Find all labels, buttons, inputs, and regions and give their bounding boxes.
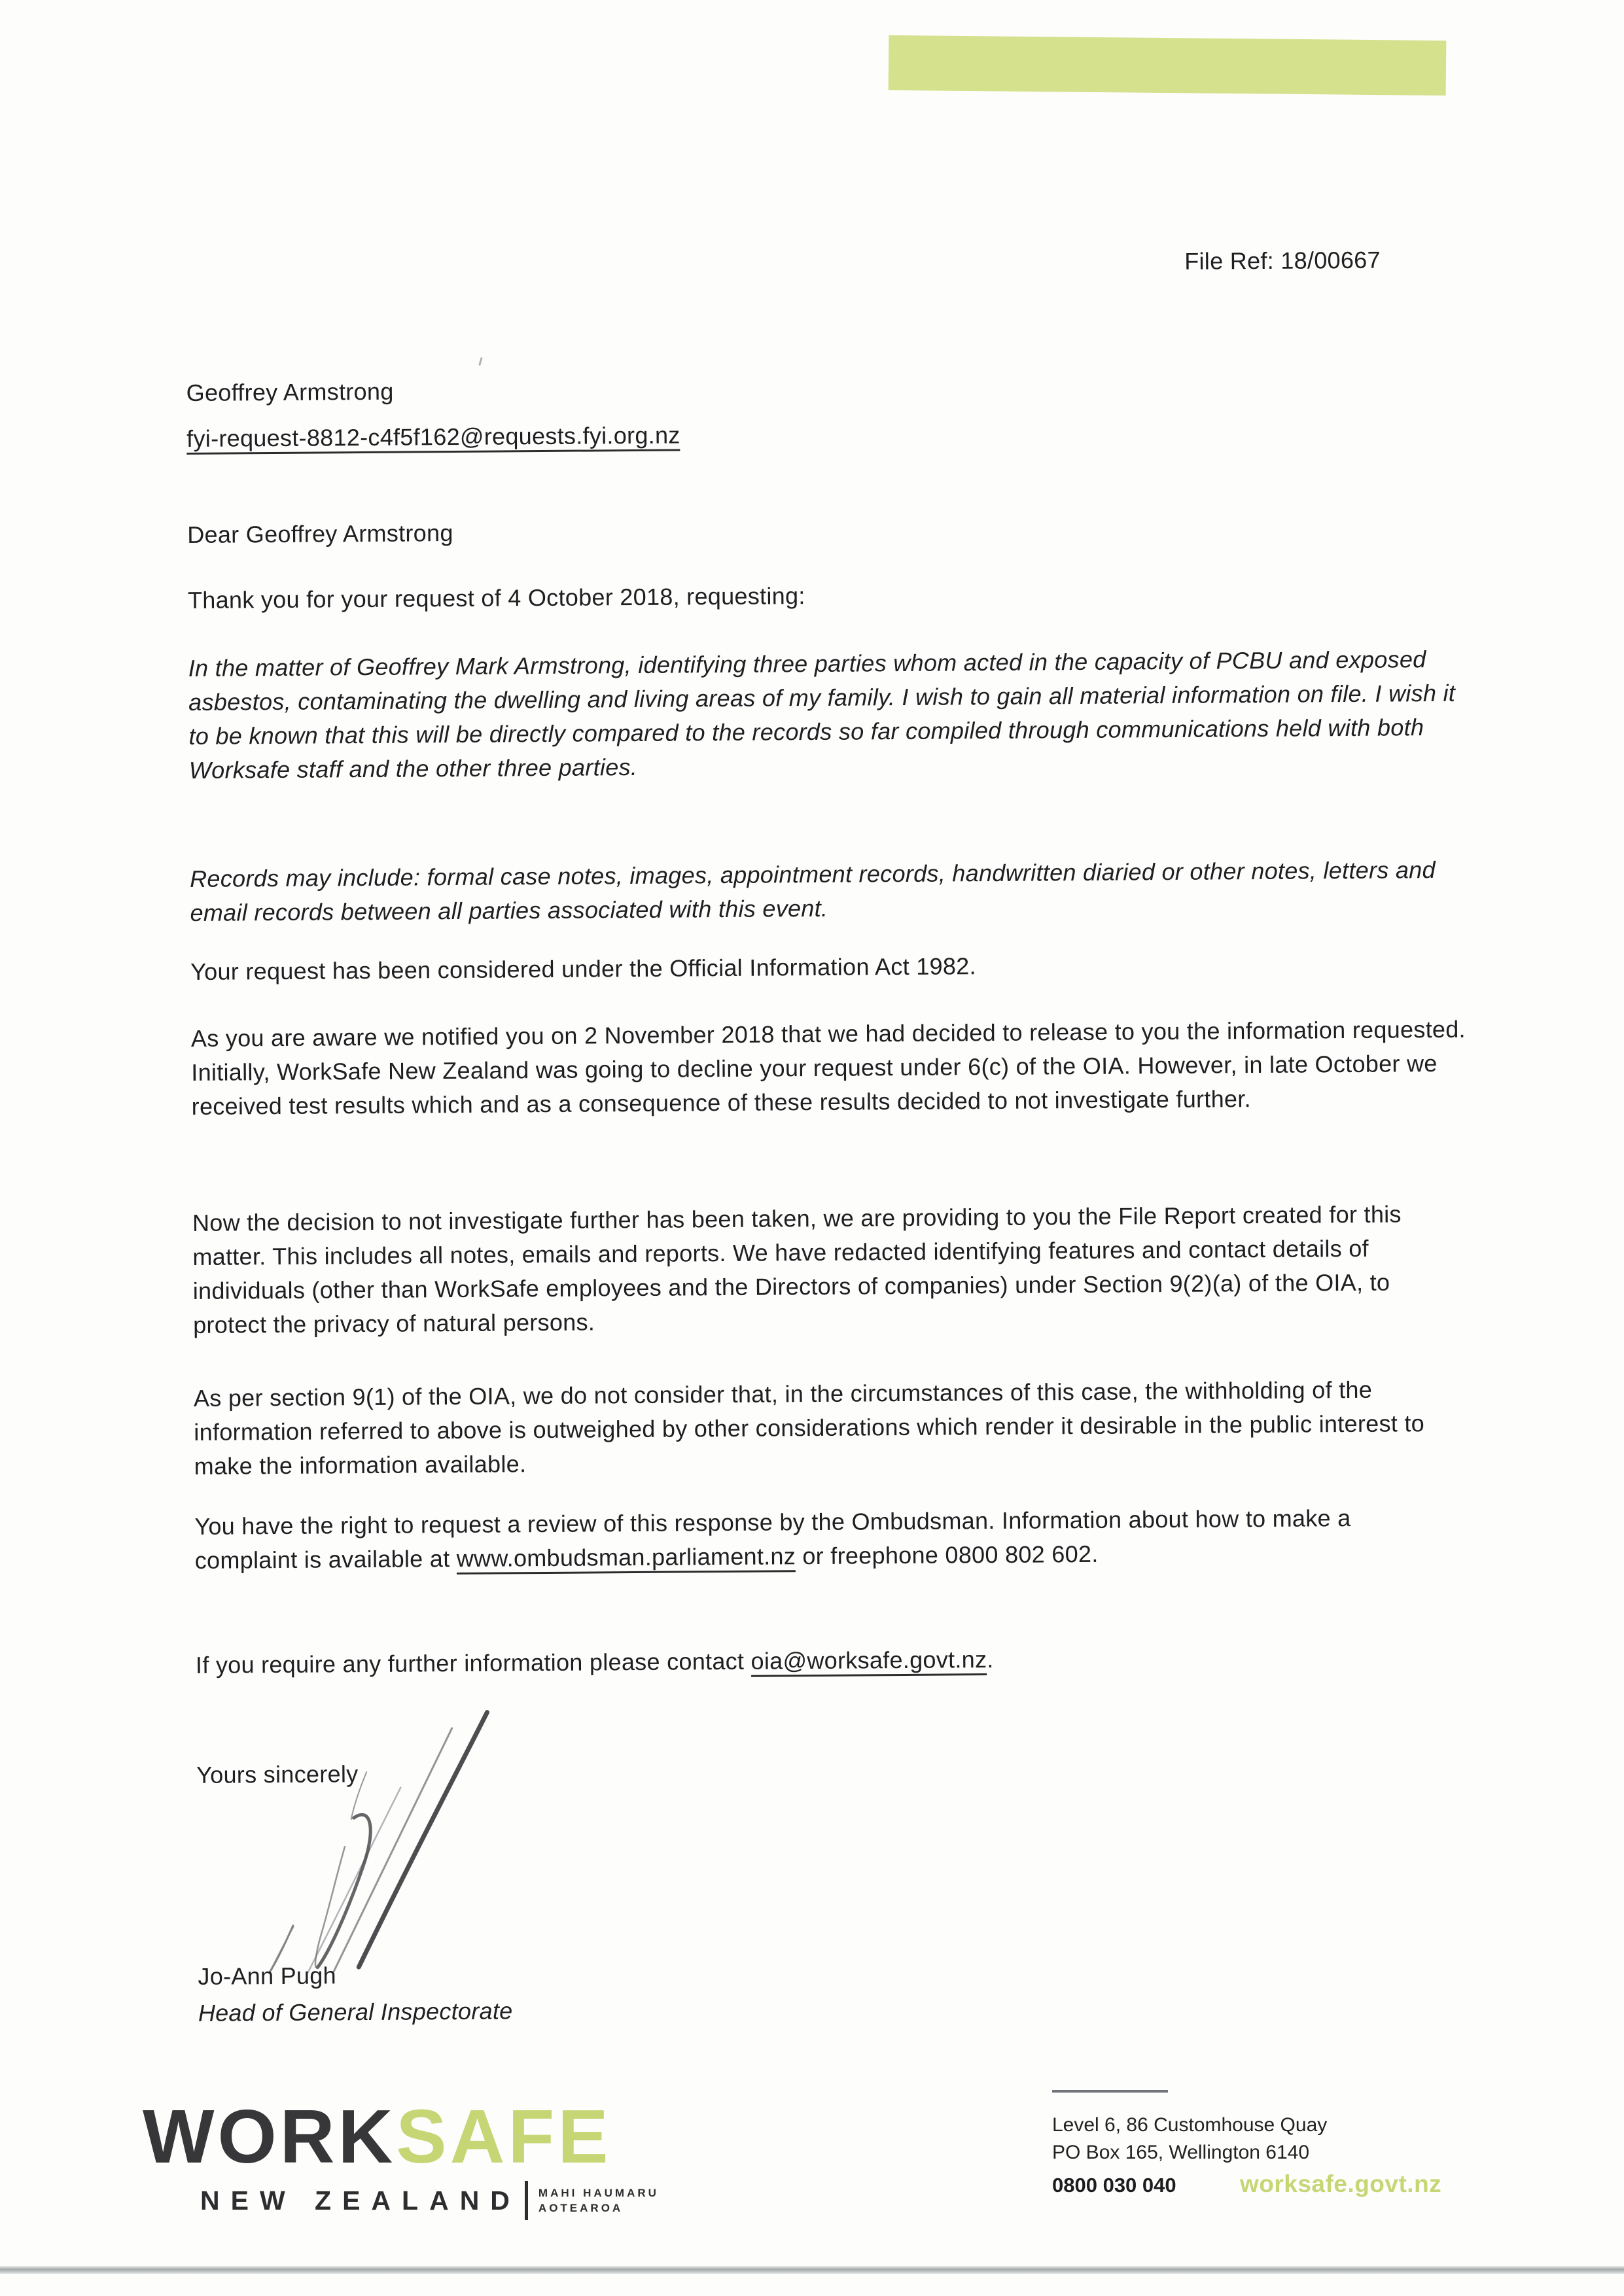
logo-maori-text xyxy=(538,2185,659,2216)
recipient-name: Geoffrey Armstrong xyxy=(186,377,394,406)
logo-divider-bar xyxy=(525,2181,528,2220)
signer-name: Jo-Ann Pugh xyxy=(198,1962,337,1990)
paragraph-considered: Your request has been considered under the Official Information Act 1982. xyxy=(190,952,976,985)
paragraph-quote-1: In the matter of Geoffrey Mark Armstrong, identifying three parties whom acted in the capacity of PCBU and exposed asbestos, contaminating the dwelling and living areas of my family. I wish to gain all material information on file. I wish it to be known that this will be directly compared to the records so far compiled through communications held with both Worksafe staff and the other three parties. xyxy=(188,646,1456,784)
signer-title: Head of General Inspectorate xyxy=(198,1997,513,2026)
paragraph-decision: Now the decision to not investigate further has been taken, we are providing to you the File Report created for this matter. This includes all notes, emails and reports. We have redacted identifying features and contact details of individuals (other than WorkSafe employees and the Directors of companies) under Section 9(2)(a) of the OIA, to protect the privacy of natural persons. xyxy=(192,1200,1402,1338)
ombudsman-url: www.ombudsman.parliament.nz xyxy=(457,1542,796,1574)
paragraph-thanks: Thank you for your request of 4 October 2018, requesting: xyxy=(187,582,805,614)
recipient-email xyxy=(186,413,1462,456)
logo-work-text: WORK xyxy=(143,2094,397,2179)
logo-safe-text: SAFE xyxy=(396,2094,612,2179)
logo-maori-line1: MAHI HAUMARU xyxy=(538,2187,659,2199)
logo-new-zealand-text: NEW ZEALAND xyxy=(200,2185,521,2216)
ombudsman-text-pre: You have the right to request a review of this response by the Ombudsman. Information about how to make a complaint is available at xyxy=(194,1504,1351,1574)
highlight-bar xyxy=(889,35,1447,96)
paragraph-aware: As you are aware we notified you on 2 November 2018 that we had decided to release to you the information requested. Initially, WorkSafe New Zealand was going to decline your request under 6(c) of the OIA. However, in late October we received test results which and as a consequence of these results decided to not investigate further. xyxy=(190,1015,1466,1120)
worksafe-logo-subline xyxy=(143,2181,659,2220)
file-ref: File Ref: 18/00667 xyxy=(1184,246,1381,275)
paragraph-quote-2: Records may include: formal case notes, images, appointment records, handwritten diaried or other notes, letters and email records between all parties associated with this event. xyxy=(189,856,1436,926)
paragraph-section9: As per section 9(1) of the OIA, we do not consider that, in the circumstances of this case, the withholding of the information referred to above is outweighed by other considerations which render it desirable in the public interest to make the information available. xyxy=(193,1376,1425,1480)
paragraph-further-contact xyxy=(196,1639,1472,1682)
address-divider-line xyxy=(1052,2090,1168,2093)
logo-maori-line2: AOTEAROA xyxy=(538,2202,624,2214)
worksafe-logo xyxy=(143,2094,659,2220)
further-text-pre: If you require any further information please contact xyxy=(195,1647,751,1679)
phone-number: 0800 030 040 xyxy=(1052,2174,1176,2197)
scan-edge-band xyxy=(0,2266,1624,2274)
closing: Yours sincerely xyxy=(196,1760,359,1788)
address-line-1: Level 6, 86 Customhouse Quay xyxy=(1052,2114,1328,2136)
ombudsman-text-post: or freephone 0800 802 602. xyxy=(795,1540,1099,1570)
signature-scrawl xyxy=(228,1707,531,1990)
paragraph-ombudsman xyxy=(194,1501,1438,1578)
address-line-2: PO Box 165, Wellington 6140 xyxy=(1052,2142,1310,2163)
worksafe-logo-wordmark xyxy=(143,2094,659,2179)
oia-email: oia@worksafe.govt.nz xyxy=(750,1646,987,1677)
letter-body xyxy=(185,233,1481,2074)
salutation: Dear Geoffrey Armstrong xyxy=(187,519,453,548)
further-text-post: . xyxy=(987,1646,994,1673)
website-url: worksafe.govt.nz xyxy=(1240,2170,1442,2197)
recipient-email-text: fyi-request-8812-c4f5f162@requests.fyi.org.nz xyxy=(186,421,680,455)
